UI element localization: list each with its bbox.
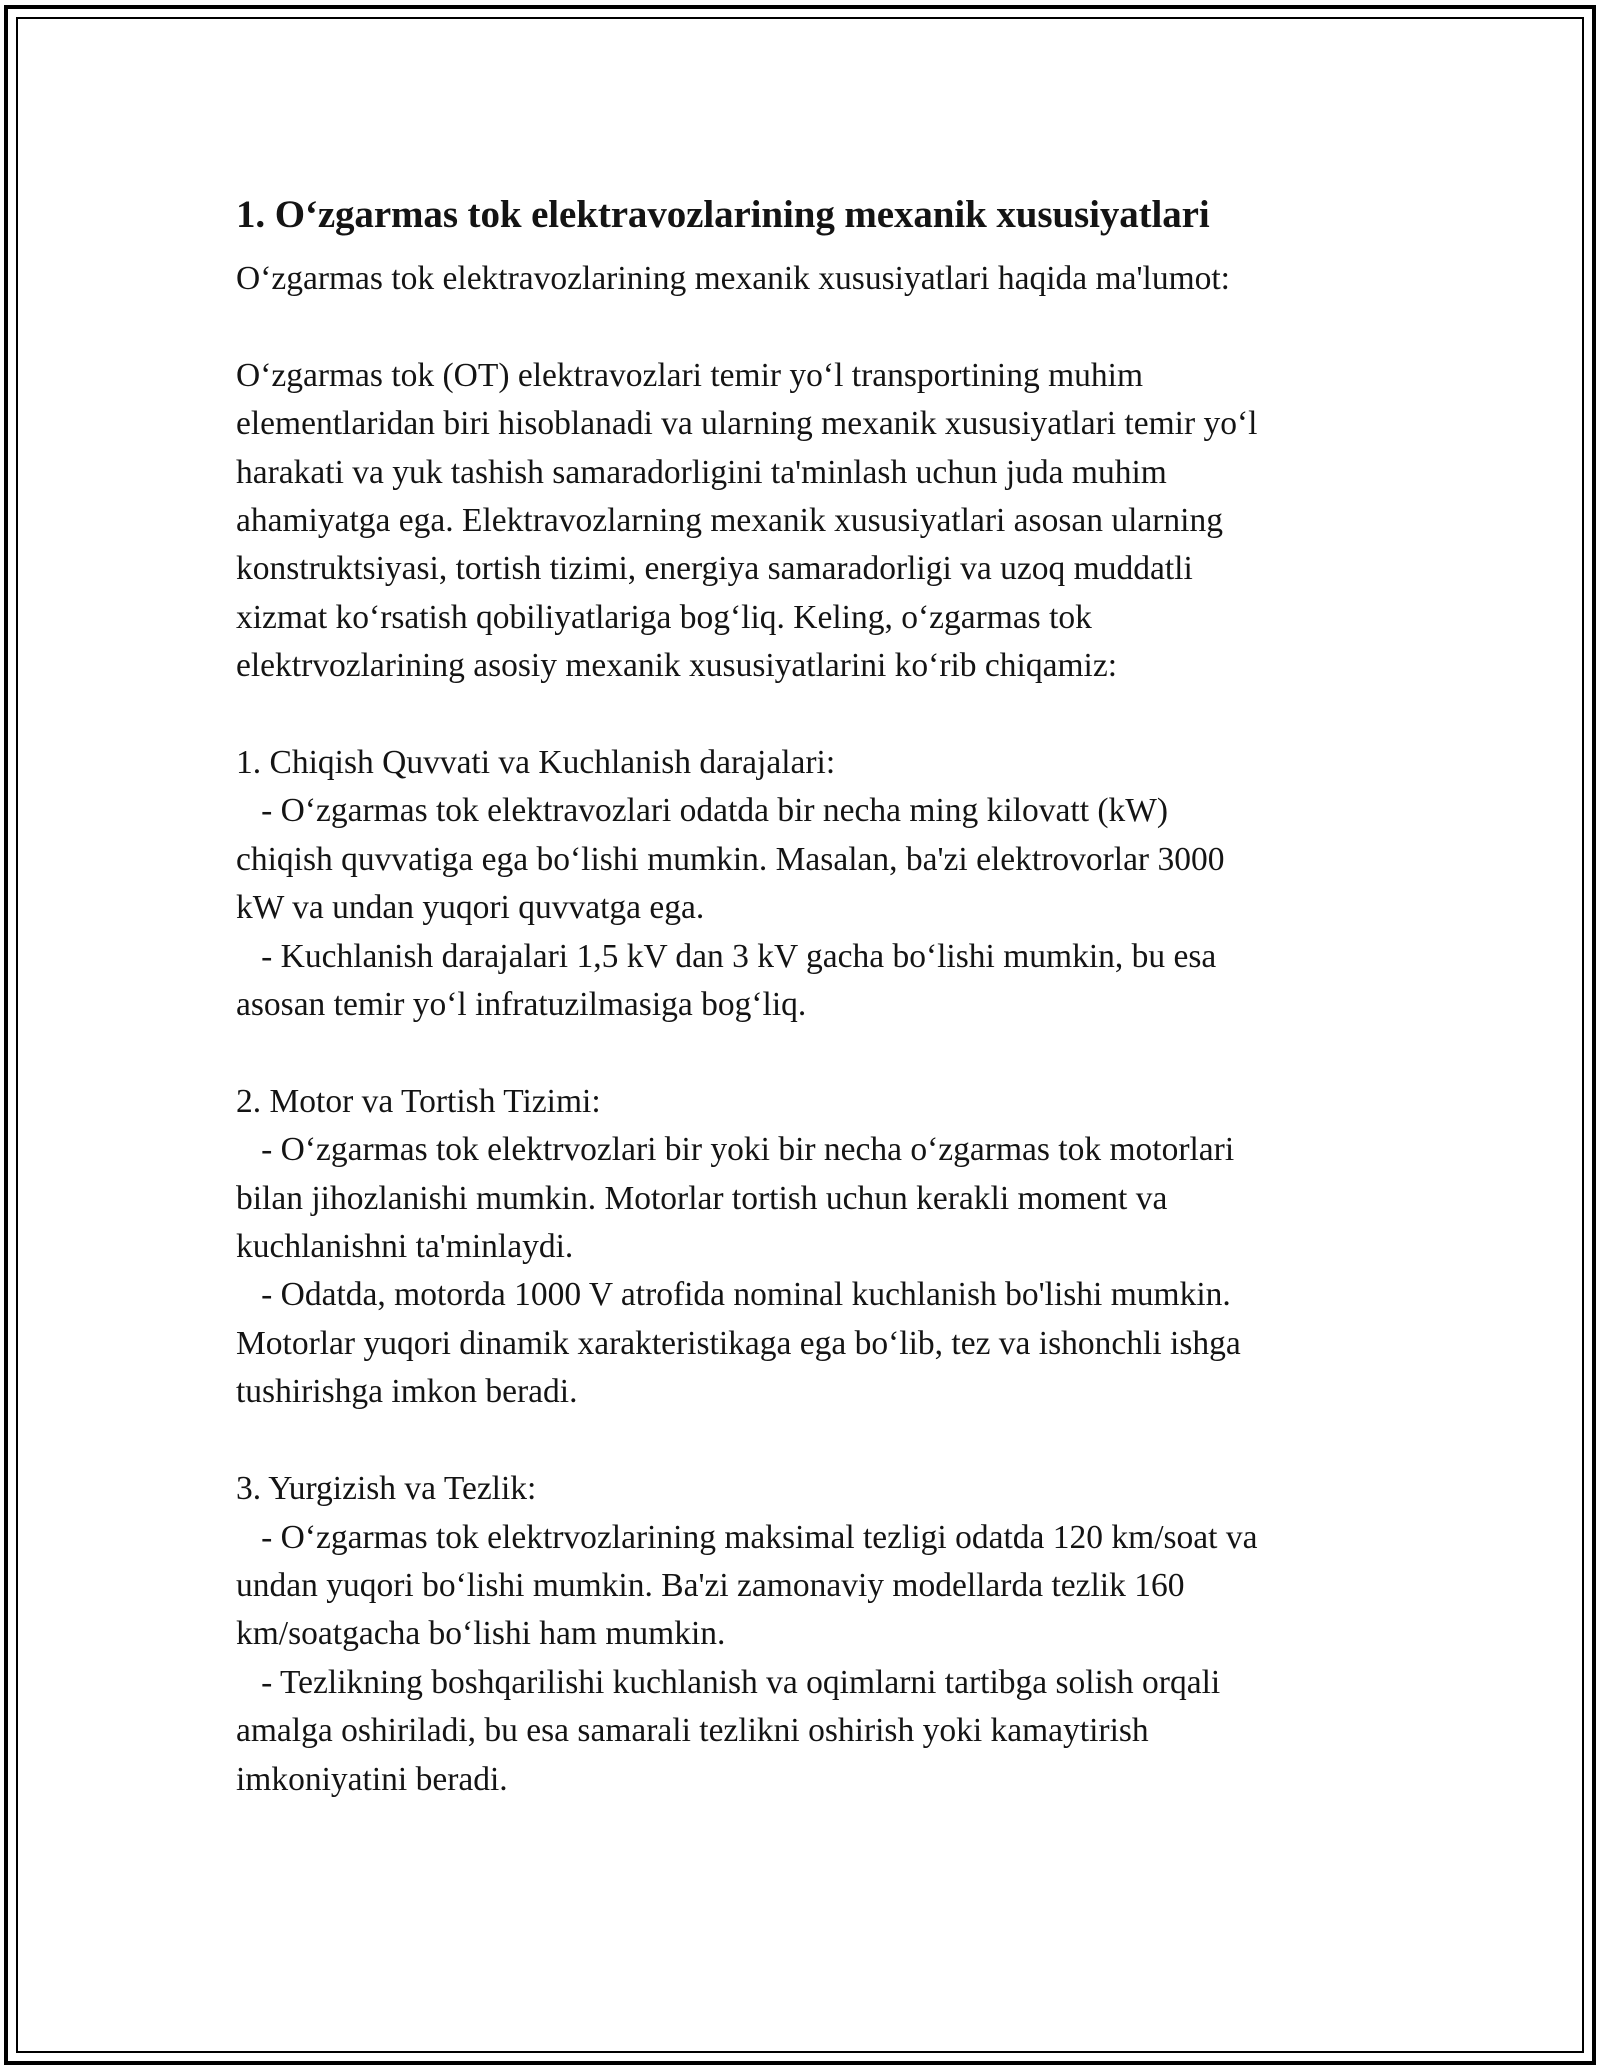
section-bullet: - O‘zgarmas tok elektrvozlarining maksimal tezligi odatda 120 km/soat va undan yuqori bo‘lishi mumkin. Ba'zi zamonaviy modellarda tezlik 160 km/soatgacha bo‘lishi ham mumkin.	[236, 1518, 1258, 1653]
section-bullet: - Kuchlanish darajalari 1,5 kV dan 3 kV gacha bo‘lishi mumkin, bu esa asosan temir yo‘l infratuzilmasiga bog‘liq.	[236, 937, 1217, 1024]
section-bullet: - O‘zgarmas tok elektrvozlari bir yoki bir necha o‘zgarmas tok motorlari bilan jihozlanishi mumkin. Motorlar tortish uchun kerakli moment va kuchlanishni ta'minlaydi.	[236, 1131, 1235, 1266]
paragraph-spacer	[236, 1029, 1366, 1077]
section-bullet: - Odatda, motorda 1000 V atrofida nominal kuchlanish bo'lishi mumkin. Motorlar yuqori dinamik xarakteristikaga ega bo‘lib, tez va ishonchli ishga tushirishga imkon beradi.	[236, 1276, 1241, 1411]
section-bullet: - O‘zgarmas tok elektravozlari odatda bir necha ming kilovatt (kW) chiqish quvvatiga ega bo‘lishi mumkin. Masalan, ba'zi elektrovorlar 3000 kW va undan yuqori quvvatga ega.	[236, 792, 1225, 927]
document-body	[236, 185, 1366, 1804]
intro-paragraph: O‘zgarmas tok elektravozlarining mexanik xususiyatlari haqida ma'lumot:	[236, 260, 1230, 297]
document-title: 1. O‘zgarmas tok elektravozlarining mexanik xususiyatlari	[236, 193, 1210, 236]
overview-paragraph: O‘zgarmas tok (OT) elektravozlari temir yo‘l transportining muhim elementlaridan biri hisoblanadi va ularning mexanik xususiyatlari temir yo‘l harakati va yuk tashish samaradorligini ta'minlash uchun juda muhim ahamiyatga ega. Elektravozlarning mexanik xususiyatlari asosan ularning konstruktsiyasi, tortish tizimi, energiya samaradorligi va uzoq muddatli xizmat ko‘rsatish qobiliyatlariga bog‘liq. Keling, o‘zgarmas tok elektrvozlarining asosiy mexanik xususiyatlarini ko‘rib chiqamiz:	[236, 356, 1258, 685]
section-speed	[236, 1465, 1366, 1804]
section-heading: 3. Yurgizish va Tezlik:	[236, 1470, 537, 1508]
section-motor-traction	[236, 1078, 1366, 1417]
paragraph-spacer	[236, 1417, 1366, 1465]
section-heading: 1. Chiqish Quvvati va Kuchlanish darajalari:	[236, 744, 836, 782]
paragraph-spacer	[236, 303, 1366, 351]
section-bullet: - Tezlikning boshqarilishi kuchlanish va oqimlarni tartibga solish orqali amalga oshiriladi, bu esa samarali tezlikni oshirish yoki kamaytirish imkoniyatini beradi.	[236, 1663, 1221, 1798]
paragraph-spacer	[236, 691, 1366, 739]
section-heading: 2. Motor va Tortish Tizimi:	[236, 1082, 601, 1120]
section-output-power	[236, 739, 1366, 1029]
